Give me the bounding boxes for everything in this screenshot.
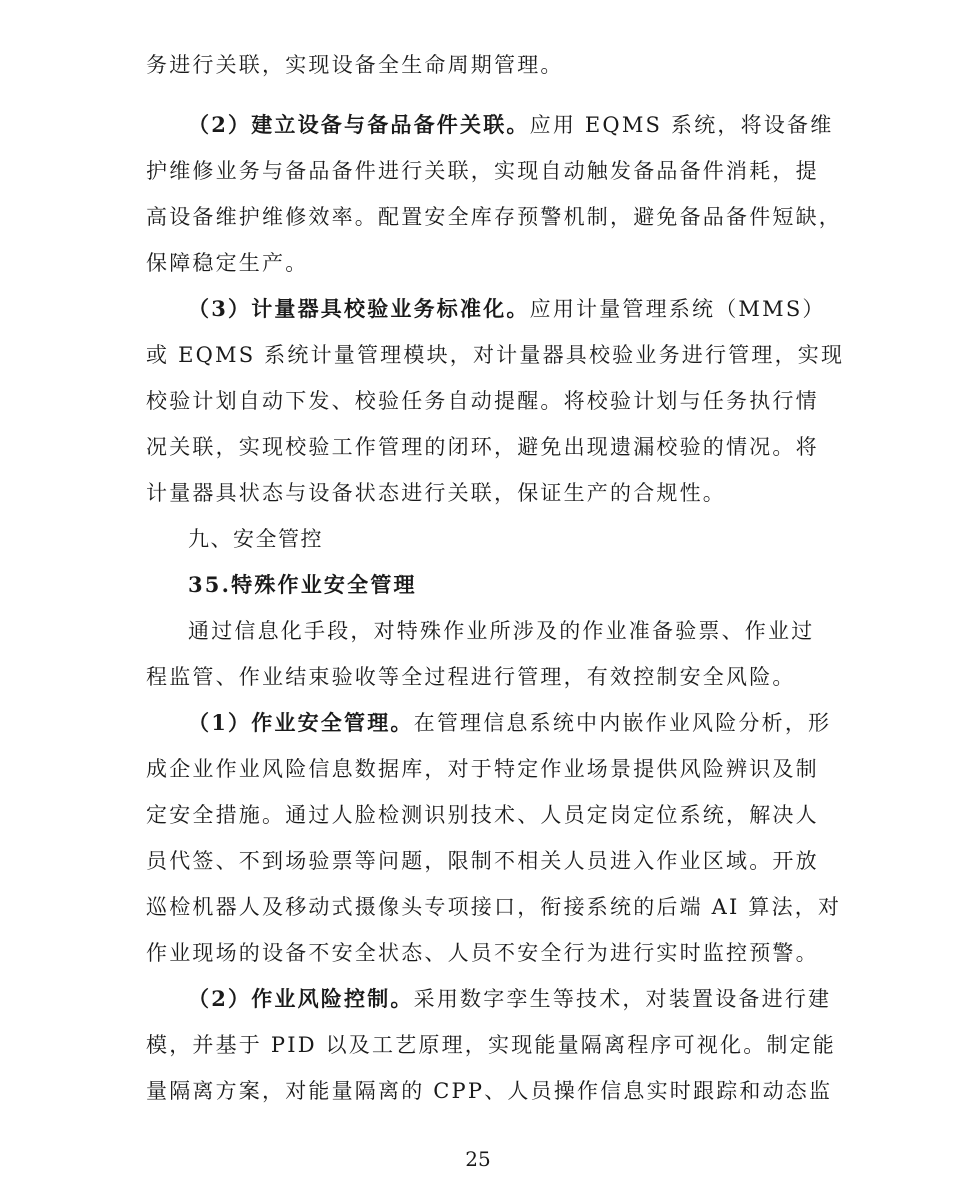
subsection-title: （2）作业风险控制。 [188,986,414,1011]
paragraph-line: 计量器具状态与设备状态进行关联，保证生产的合规性。 [146,481,726,505]
section-heading-safety-control: 九、安全管控 [188,527,323,551]
paragraph-line: 成企业作业风险信息数据库，对于特定作业场景提供风险辨识及制 [146,757,819,781]
paragraph-line: 校验计划自动下发、校验任务自动提醒。将校验计划与任务执行情 [146,389,819,413]
paragraph-line: 高设备维护维修效率。配置安全库存预警机制，避免备品备件短缺， [146,205,842,229]
paragraph-line: 模，并基于 PID 以及工艺原理，实现能量隔离程序可视化。制定能 [146,1033,837,1057]
paragraph-line: 量隔离方案，对能量隔离的 CPP、人员操作信息实时跟踪和动态监 [146,1079,833,1103]
subsection-2-operation-risk-control: （2）作业风险控制。采用数字孪生等技术，对装置设备进行建 [188,986,832,1011]
paragraph-line: 务进行关联，实现设备全生命周期管理。 [146,53,564,77]
subsection-1-operation-safety: （1）作业安全管理。在管理信息系统中内嵌作业风险分析，形 [188,710,832,735]
paragraph-line: 护维修业务与备品备件进行关联，实现自动触发备品备件消耗，提 [146,159,819,183]
paragraph-line: 巡检机器人及移动式摄像头专项接口，衔接系统的后端 AI 算法，对 [146,895,842,919]
paragraph-line: 员代签、不到场验票等问题，限制不相关人员进入作业区域。开放 [146,849,819,873]
subsection-title: （1）作业安全管理。 [188,710,414,735]
paragraph-line: 程监管、作业结束验收等全过程进行管理，有效控制安全风险。 [146,665,796,689]
paragraph-line: 通过信息化手段，对特殊作业所涉及的作业准备验票、作业过 [188,619,815,643]
subsection-2-equipment-spare-parts: （2）建立设备与备品备件关联。应用 EQMS 系统，将设备维 [188,112,834,137]
paragraph-line: 保障稳定生产。 [146,251,309,275]
section-heading-special-operations: 35.特殊作业安全管理 [188,572,417,597]
page-number: 25 [465,1147,491,1171]
paragraph-line: 定安全措施。通过人脸检测识别技术、人员定岗定位系统，解决人 [146,803,819,827]
subsection-title: （2）建立设备与备品备件关联。 [188,112,530,137]
paragraph-line: 或 EQMS 系统计量管理模块，对计量器具校验业务进行管理，实现 [146,343,845,367]
paragraph-line: 作业现场的设备不安全状态、人员不安全行为进行实时监控预警。 [146,941,819,965]
subsection-title: （3）计量器具校验业务标准化。 [188,296,530,321]
subsection-3-metering-standardization: （3）计量器具校验业务标准化。应用计量管理系统（MMS） [188,296,826,321]
paragraph-line: 况关联，实现校验工作管理的闭环，避免出现遗漏校验的情况。将 [146,435,819,459]
